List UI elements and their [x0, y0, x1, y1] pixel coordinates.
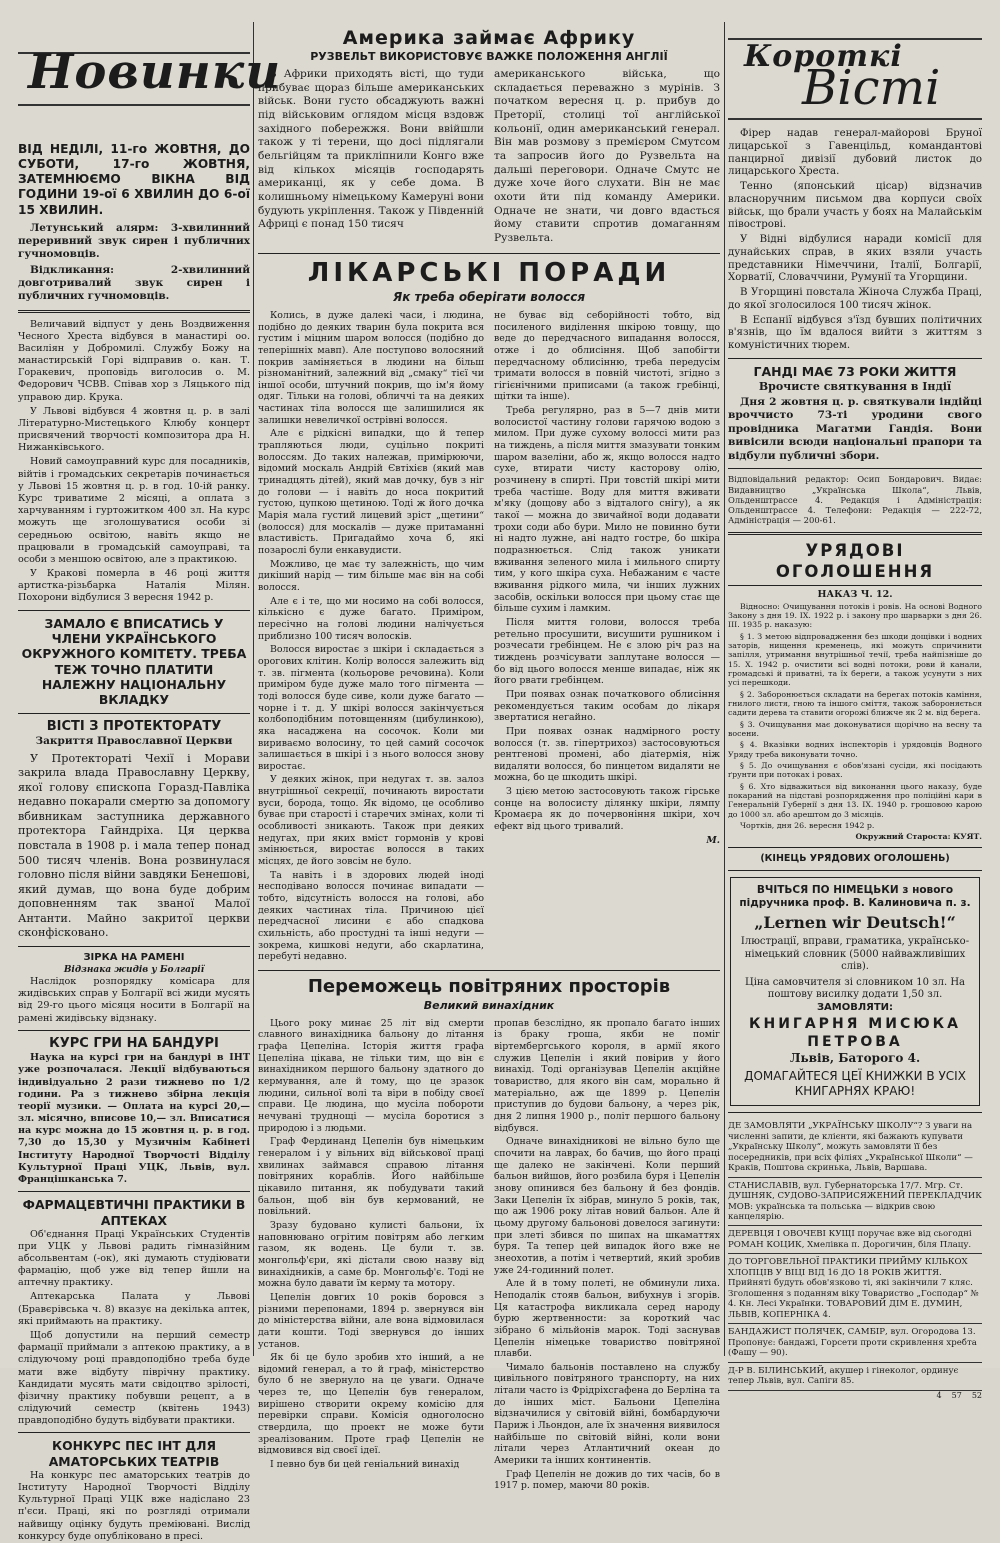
pharmacy-text: Об'єднання Праці Українських Студентів при УЦК у Львові радить гімназійним абсольвентам (-ок), які думають студіювати фармацію, щоб уже від тепер йшли на аптечну практику. [18, 1228, 250, 1289]
gov-order-paragraph: § 1. З метою відпровадження без шкоди дощівки і водних заторів, нищення кременець, які можуть спричинити запілля, утримання внутрішньої течії, треба найпізніше до 15. X. 1942 р. очистити всі водні потоки, рови й канали, громадські й приватні, та їх береги, а також усунути з них усі перешкоди. [728, 631, 982, 688]
textbook-ad-intro: ВЧІТЬСЯ ПО НІМЕЦЬКИ з нового підручника проф. В. Калиновича п. з. [739, 883, 971, 909]
gov-order [728, 602, 982, 842]
news-paragraph: У Львові відбувся 4 жовтня ц. р. в залі Літературно-Мистецького Клюбу концерт присвячений творчості композитора дра Н. Нижанківського. [18, 405, 250, 454]
medical-paragraph: З цією метою застосовують також гірське сонце на волосисту ділянку шкіри, лямпу Кромаєра як до почервоніння шкіри, хоч ефект від цього тривалий. [494, 786, 720, 833]
medical-paragraph: При появах ознак надмірного росту волосся (т. зв. гіпертрихоз) застосовуються рентгенові промені, або діатермія, ніж видаляти волосся, бо пинцетом видаляти не можна, бо це шкодить шкірі. [494, 725, 720, 784]
alarm-end-notice: Відкликання: 2-хвилинний довготривалий звук сирен і публичних гучномовців. [18, 263, 250, 303]
airship-paragraph: Граф Фердинанд Цепелін був німецьким генералом і у вільних від військової праці хвилинах займався справою літання повітряних кораблів. Його найбільше цікавило питання, як побудувати такий бальон, щоб він був кермований, не повільний. [258, 1136, 484, 1218]
medical-paragraph: Можливо, це має ту залежність, що чим дикіший нарід — тим більше має він на собі волосся. [258, 558, 484, 593]
gandhi-subheadline: Врочисте святкування в Індії [758, 379, 952, 393]
africa-headline: Америка займає Африку [342, 27, 636, 49]
divider [18, 1432, 250, 1433]
classified-ad: ДО ТОРГОВЕЛЬНОЇ ПРАКТИКИ ПРИЙМУ КІЛЬКОХ ХЛОПЦІВ У ВІЦІ ВІД 16 ДО 18 РОКІВ ЖИТТЯ. Прийняті будуть обов'язково ті, які закінчили 7 кляс. Зголошення з поданням віку Товариство „Господар“ № 4. Кн. Лесі Українки. ТОВАРОВИЙ ДІМ Е. ДУМИН, ЛЬВІВ, КОПЕРНІКА 4. [728, 1254, 982, 1324]
textbook-ad [730, 877, 980, 1106]
divider [728, 532, 982, 535]
gov-order-paragraph: § 3. Очищування має доконуватися щорічно на весну та восени. [728, 719, 982, 739]
airship-paragraph: Граф Цепелін не дожив до тих часів, бо в 1917 р. помер, маючи 80 років. [494, 1468, 720, 1492]
right-column [728, 0, 982, 1400]
gov-order-signature: Окружний Староста: КУЯТ. [855, 832, 982, 842]
pharmacy-text: Щоб допустили на перший семестр фармації приймали з аптекою практику, а в слідуючому році правдоподібно треба буде мати вже відбуту піврічну практику. Кандидати мусять мати свідоцтво зрілості, фізичну практику побувши рецепт, а в слідуючий семестр (квітень 1943) правдоподібно будуть відбувати практики. [18, 1330, 250, 1427]
bandura-text: Наука на курсі гри на бандурі в ІНТ уже розпочалася. Лекції відбуваються індивідуально 2 рази тижнево по 1/2 години. Ра з тижнево збірна лекція теорії музики. — Оплата на курсі 20,— зл. місячно, вписове 10,— зл. Вписатися на курс можна до 15 жовтня ц. р. в год. 7,30 до 15,30 у Музичнім Кабінеті Інституту Народної Творчості Відділу Культурної Праці УЦК, Львів, вул. Францішканська 7. [18, 1052, 250, 1185]
gandhi-text: Дня 2 жовтня ц. р. святкували індійці вроччисто 73-ті уродини свого провідника Магатми Гандія. Вони вивісили всюди національні прапори та відбули публичні збори. [728, 395, 982, 462]
divider [728, 585, 982, 586]
medical-paragraph: При появах ознак початкового облисіння рекомендується таким особам до лікаря звертатися негайно. [494, 688, 720, 724]
gandhi-headline: ГАНДІ МАЄ 73 РОКИ ЖИТТЯ [753, 363, 957, 379]
africa-article [258, 68, 720, 248]
star-headline: ЗІРКА НА РАМЕНІ [83, 951, 185, 963]
left-column [18, 0, 282, 1542]
classified-ad: БАНДАЖИСТ ПОЛЯЧЕК, САМБІР, вул. Огородова 13. Пропонує: бандажі, Горсети проти скривлення хребта (Фашу — 90). [728, 1324, 982, 1362]
contest-text: На конкурс пес аматорських театрів до Інституту Народної Творчості Відділу Культурної Праці УЦК вже надіслано 23 п'єси. Праці, які по розгляді отримали найвищу оцінку будуть преміювані. Вислід конкурсу буде опубліковано в пресі. [18, 1469, 250, 1542]
ad-number: 57 [951, 1390, 962, 1400]
airship-paragraph: І певно був би цей геніальний винахід [270, 1459, 460, 1471]
airship-article [258, 1018, 720, 1494]
divider [258, 253, 720, 254]
medical-paragraph: не буває від себорійності тобто, від посиленого виділення шкірою товщу, що веде до передчасного випадання волосся, отже і до облисіння. Щоб запобігти передчасному облисінню, треба передусім тримати волосся в повній чистоті, згідно з гігієнічними приписами (а також гребінці, щітки та інше). [494, 309, 720, 403]
gov-order-number: НАКАЗ Ч. 12. [817, 589, 893, 601]
divider [728, 1112, 982, 1113]
medical-headline: ЛІКАРСЬКІ ПОРАДИ [307, 257, 671, 288]
short-news-item: В Угорщині повстала Жіноча Служба Праці, до якої зголосилося 100 тисяч жінок. [728, 287, 982, 311]
textbook-ad-order: ЗАМОВЛЯТИ: [816, 1001, 894, 1013]
article-signature: М. [706, 834, 720, 846]
classified-ad: СТАНИСЛАВІВ, вул. Губернаторська 17/7. Мгр. Ст. ДУШНЯК, СУДОВО-ЗАПРИСЯЖЕНИЙ ПЕРЕКЛАДЧИК МОВ: українська та польська — відкрив свою канцелярію. [728, 1178, 982, 1227]
column-rule-right [724, 22, 725, 1356]
airship-paragraph: Цього року минає 25 літ від смерти славного винахідника бальону до літання графа Цепеліна. Історія життя графа Цепеліна цікава, не тільки тим, що він є винахідником першого бальону здатного до кермування, але й тому, що це зразок людини, сильної волі та віри в побіду своєї справи. Це людина, що мусіла побороти нечувані труднощі — мусіла боротися з природою і з людьми. [258, 1017, 484, 1134]
pharmacy-headline: ФАРМАЦЕВТИЧНІ ПРАКТИКИ В АПТЕКАХ [22, 1197, 246, 1228]
masthead-title-top: Короткі [744, 39, 903, 74]
medical-paragraph: Але є рідкісні випадки, що й тепер трапляються люди, суцільно покриті волоссям. До таких належав, примірюючи, відомий москаль Андрій Євтіхієв (який мав тринадцять дітей), який мав дочку, був з ніг до голови — і навіть до носа покритий густою, цупкою щетиною. Тоді ж його дочка Марія мала густий лицевий зріст „щетини“ (волосся) для москалів — дуже притаманні властивість. Пригадаймо хоча б, які позарослі були енкавудисти. [258, 428, 484, 556]
airship-paragraph: пропав безслідно, як пропало багато інших із браку гроша, якби не поміг віртембергського короля, в армії якого служив Цепелін і який повірив у його винахід. Тоді організував Цепелін акційне товариство, для якого він сам, морально й матеріально, аж ще 1899 р. Цепелін приступив до будови бальону, а через рік, дня 2 липня 1900 р., політ першого бальону відбувся. [494, 1017, 720, 1134]
protectorate-subheadline: Закриття Православної Церкви [35, 735, 233, 748]
airship-headline: Переможець повітряних просторів [307, 975, 671, 997]
medical-paragraph: Волосся виростає з шкіри і складається з орогових клітин. Колір волосся залежить від т. зв. пігмента (кольорове речовина). Коли приміром буде дуже мало того пігмента — тоді волосся буде сиве, коли дуже багато — чорне і т. д. У шкірі волосся закінчується колбоподібним потовщенням (цибулинкою), яка насаджена на сосочок. Коли ми вириваємо волосину, то цей самий сосочок залишається в шкірі і з нього волосся знову виростає. [258, 644, 484, 772]
bookstore-name: КНИГАРНЯ МИСЮКА ПЕТРОВА [749, 1016, 961, 1050]
airship-paragraph: Але й в тому полеті, не обминули лиха. Неподалік стояв бальон, вибухнув і згорів. Ця катастрофа викликала серед народу бурю жертвенности: за короткий час зібрано 6 мільйонів марок. Тоді заснував Цепелін німецьке товариство повітряної плавби. [494, 1278, 720, 1360]
ad-numbers [728, 1391, 982, 1401]
divider [18, 1030, 250, 1031]
airship-paragraph: Як бі це було зробив хто інший, а не відомий генерал, а то й граф, міністерство було б не звернуло на це уваги. Одначе через те, що Цепелін був генералом, вирішено створити окрему комісію для перевірки справи. Комісія одноголосно ствердила, що проект не може бути зреалізованим. Проте граф Цепелін не відмовився від своєї ідеї. [258, 1352, 484, 1457]
center-column [258, 0, 720, 1492]
medical-paragraph: Але є і те, що ми носимо на собі волосся, кількісно є дуже багато. Приміром, пересічно на голові людини налічується приблизно 100 тисяч волосків. [258, 595, 484, 642]
medical-paragraph: У деяких жінок, при недугах т. зв. залоз внутрішньої секреції, починають виростати вуси, борода, тощо. Як відомо, це особливо буває при старості і старечих змінах, коли ті особливості зникають. Також при деяких недугах, при яких вміст гормонів у крові змінюється, виростає волосся в таких місцях, де його зовсім не було. [258, 774, 484, 868]
gov-order-paragraph: § 5. До очищування є обов'язані сусіди, які посідають ґрунти при потоках і ровах. [728, 761, 982, 780]
africa-subheadline: РУЗВЕЛЬТ ВИКОРИСТОВУЄ ВАЖКЕ ПОЛОЖЕННЯ АНГЛІЇ [310, 50, 668, 64]
gov-order-paragraph: § 6. Хто відважиться від виконання цього наказу, буде покараний на підставі розпорядження про поліційні кари в Генеральній Губернії з дня 13. IX. 1940 р. грошовою карою до 1000 зл. або арештом до 3 місяців. [728, 781, 982, 819]
africa-text-right: американського війська, що складається переважно з мурінів. З початком вересня ц. р. прибув до Преторії, столиці тої англійської кольонії, один американський генерал. Він мав розмову з премієром Смутсом та запросив його до Рузвельта на дальші переговори. Одначе Смутс не дуже хоче його слухати. Він не має охоти йти під команду Америки. Одначе не знати, чи довго вдасться йому ставити спротив домаганням Рузвельта. [494, 68, 720, 244]
divider [728, 358, 982, 359]
masthead-title-bottom: Вісті [802, 60, 941, 116]
divider [728, 847, 982, 848]
airship-paragraph: Зразу будовано кулисті бальони, їх наповнювано огрітим повітрям або легким газом, як водень. Це були т. зв. монгольф'єри, які дістали свою назву від винахідників, а саме бр. Монгольф'є. Тоді не можна було давати їм керму та мотору. [258, 1219, 484, 1290]
africa-text-left: З Африки приходять вісті, що туди прибуває щораз більше американських військ. Вони густо обсаджують важні під військовим оглядом місця вздовж західного побережжя. Вони ввійшли також у ті терени, що досі підлягали бельгійцям та прикліпнили Конго вже від кількох місяців господарять американці, як у себе дома. В колишньому німецькому Камеруні вони будують укріплення. Також у Південній Африці є понад 150 тисяч [258, 68, 484, 231]
novynky-masthead [18, 0, 282, 122]
medical-paragraph: Треба регулярно, раз в 5—7 днів мити волосистої частину голови гарячою водою з милом. При дуже сухому волоссі мити раз на тиждень, а після миття змазувати тонким шаром вазеліни, або ж, якщо волосся надто сухе, втирати чисту касторову олію, розчинену в спирті. При товстій шкірі мити треба частіше. Воду для миття вживати м'яку (дощову або з відталого снігу), а як такої — можна до звичайної води додавати трохи соди або бури. Мило не повинно бути ні надто лужне, ані надто гостре, бо шкіра подразнюється. Слід також уникати вживання зеленого мила і мильного спирту тим, у кого шкіра суха. Небажаним є часте вживання рідкого мила, чи інших лужних засобів, оскільки волосся при цьому стає ще більше сухим і ламким. [494, 405, 720, 615]
star-text: Наслідок розпорядку комісара для жидівських справ у Болгарії всі жиди мусять від 29-го цього місяця носити в Болгарії на рамені жидівську відзнаку. [18, 976, 250, 1024]
medical-paragraph: Після миття голови, волосся треба ретельно просушити, висушити рушником і розчесати гребінцем. Не є злою річ раз на тиждень розчісувати заплутане волосся — бо від цього волосся менше випадає, ніж як його рвати гребінцем. [494, 616, 720, 687]
committee-headline: ЗАМАЛО Є ВПИСАТИСЬ У ЧЛЕНИ УКРАЇНСЬКОГО ОКРУЖНОГО КОМІТЕТУ. ТРЕБА ТЕЖ ТОЧНО ПЛАТИТИ НАЛЕЖНУ НАЦІОНАЛЬНУ ВКЛАДКУ [21, 615, 247, 708]
short-news-item: У Відні відбулися наради комісії для дунайських справ, в яких взяли участь представники Німеччини, Італії, Болгарії, Хорватії, Словаччини, Румунії та Угорщини. [728, 234, 982, 284]
medical-subheadline: Як треба оберігати волосся [392, 289, 586, 304]
divider [18, 1191, 250, 1192]
masthead-title: Новинки [28, 44, 282, 100]
news-paragraph: Новий самоуправний курс для посадників, війтів і громадських секретарів починається у Львові 15 жовтня ц. р. в год. 10-ій ранку. Курс триватиме 2 місяці, а оплата з харчуванням і гуртожитком 400 зл. На курс можуть ще зголошуватися особи зі середньою освітою, навіть якщо не працювали в громадській самоуправі, та особи з меншою освітою, але з практикою. [18, 456, 250, 565]
imprint: Відповідальний редактор: Осип Бондарович. Видає: Видавництво „Українська Школа“, Львів, Ольденштрассе 4. Редакція і Адміністрація: Ольденштрассе 4. Телефони: Редакція — 222-72, Адміністрація — 200-61. [728, 474, 982, 526]
ad-number: 4 [936, 1390, 942, 1400]
airship-paragraph: Чимало бальонів поставлено на службу цивільного повітряного транспорту, на них літали часто із Фрідріхсгафена до Берліна та до інших міст. Бальони Цепеліна відзначилися у світовій війні, бомбардуючи Париж і Льондон, але їх значення виявилося найбільше по світовій війні, коли вони літали через Атлантичний океан до Америки та інших континентів. [494, 1361, 720, 1467]
divider [18, 713, 250, 714]
contest-headline: КОНКУРС ПЕС ІНТ ДЛЯ АМАТОРСЬКИХ ТЕАТРІВ [48, 1438, 220, 1470]
protectorate-headline: ВІСТІ З ПРОТЕКТОРАТУ [46, 718, 222, 734]
news-paragraph: У Кракові померла в 46 році життя артистка-різьбарка Наталія Мілян. Похорони відбулися 3 вересня 1942 р. [18, 568, 250, 604]
blackout-notice: ВІД НЕДІЛІ, 11-го ЖОВТНЯ, ДО СУБОТИ, 17-го ЖОВТНЯ, ЗАТЕМНЮЄМО ВІКНА ВІД ГОДИНИ 19-ої 6 ХВИЛИН ДО 6-ої 15 ХВИЛИН. [18, 142, 250, 217]
news-paragraph: Величавий відпуст у день Воздвиження Чесного Хреста відбувся в манастирі оо. Василіян у Добромилі. Службу Божу на манастирській Горі відправив о. кан. Т. Горакевич, проповідь виголосив о. М. Федорович ЧСВВ. Співав хор з Ляцького під управою дир. Крука. [18, 318, 250, 403]
divider [258, 970, 720, 971]
textbook-ad-description: Ілюстрації, вправи, граматика, українсько-німецький словник (5000 найважливіших слів). [740, 936, 970, 973]
airship-paragraph: Цепелін довгих 10 років боровся з різними перепонами, 1894 р. звернувся він до міністерства війни, але вона відмовилася дати кошти. Тоді звернувся до інших установ. [258, 1291, 484, 1350]
airship-paragraph: Одначе винахідникові не вільно було ще спочити на лаврах, бо бачив, що його праці ще далеко не закінчені. Коли перший бальон вийшов, його розбила буря і Цепелін знову опинився без бальону й без фондів. Заки Цепелін їх зібрав, минуло 5 років, так, що аж 1906 року літав новий бальон. Але й цьому другому бальонові довелося загинути: при злеті збився по шипах на шкаматтях буря. Та тепер цей випадок його вже не знеохотив, а потім і четвертий, який зробив уже 24-годинний полет. [494, 1136, 720, 1276]
star-subheadline: Відзнака жидів у Болгарії [63, 964, 205, 975]
classified-ad: ДЕРЕВЦЯ І ОВОЧЕВІ КУЩІ поручає вже від сьогодні РОМАН КОЦИК, Хмелівка п. Дорогичин, біля Плацу. [728, 1226, 982, 1254]
gov-order-paragraph: § 2. Заборонюється складати на берегах потоків каміння, гнилого листя, гною та іншого сміття, також забороняється садити дерева та ставити огорожі ближче як 2 м. від берега. [728, 689, 982, 718]
short-news-masthead [728, 0, 982, 128]
classified-ad: Д-Р В. БІЛИНСЬКИЙ, акушер і гінеколог, ординує тепер Львів, вул. Сапіги 85. [728, 1363, 982, 1391]
column-rule-left [253, 22, 254, 1356]
short-news-item: В Еспанії відбувся з'їзд бувших політичних в'язнів, що їм вдалося вийти з життям з комуністичних тюрем. [728, 314, 982, 351]
short-news-list [728, 128, 982, 353]
short-news-item: Тенно (японський цісар) відзначив власноручним письмом два корпуси своїх військ, що брали участь у боях на Малайськім півострові. [728, 181, 982, 231]
textbook-ad-demand: ДОМАГАЙТЕСЯ ЦЕЇ КНИЖКИ В УСІХ КНИГАРНЯХ КРАЮ! [744, 1069, 966, 1099]
textbook-ad-title: „Lernen wir Deutsch!“ [754, 913, 956, 933]
gov-notices-headline: УРЯДОВІ ОГОЛОШЕННЯ [775, 540, 935, 581]
bookstore-address: Львів, Баторого 4. [789, 1051, 921, 1066]
textbook-ad-price: Ціна самовчителя зі словником 10 зл. На поштову висилку додати 1,50 зл. [744, 976, 966, 1001]
divider [728, 468, 982, 469]
classified-ad: ДЕ ЗАМОВЛЯТИ „УКРАЇНСЬКУ ШКОЛУ“? З уваги на численні запити, де клієнти, які бажають купувати „Українську Школу“, можуть замовляти її без посередників, при всіх філіях „Української Школи“ — Краків, Поштова скринька, Львів, Варшава. [728, 1118, 982, 1177]
divider [18, 946, 250, 947]
gov-notices-end: (КІНЕЦЬ УРЯДОВИХ ОГОЛОШЕНЬ) [760, 852, 950, 864]
bandura-headline: КУРС ГРИ НА БАНДУРІ [49, 1035, 219, 1051]
airship-subheadline: Великий винахідник [423, 998, 555, 1012]
divider [18, 610, 250, 611]
pharmacy-text: Аптекарська Палата у Львові (Бравєрівська ч. 8) вказує на декілька аптек, які приймають на практику. [18, 1291, 250, 1327]
medical-paragraph: Та навіть і в здорових людей іноді несподівано волосся починає випадати — тобто, відсутність волосся на голові, або деяких частинах тіла. Причиною цієї передчасної лисини є або спадкова схильність, або простудні та інші недуги — зокрема, кишкові недуги, або скарлатина, перебуті недавно. [258, 869, 484, 963]
divider [728, 870, 982, 871]
protectorate-text: У Протектораті Чехії і Морави закрила влада Православну Церкву, якої голову єпископа Горазд-Павліка недавно покарали смертю за допомогу вбивникам заступника державного протектора Гайндріха. Ця церква повстала в 1908 р. і мала тепер понад 500 тисяч членів. Вона розвинулася головно після війни завдяки Бенешові, який думав, що вона буде добрим доповненням так званої Малої Антанти. Майно закритої церкви сконфісковано. [18, 751, 250, 940]
medical-article [258, 310, 720, 965]
medical-paragraph: Колись, в дуже далекі часи, і людина, подібно до деяких тварин була покрита вся густим і міцним шаром волосся (подібно до теперішніх мавп). Але поступово волосяний покрив заміняється в людини на більш різноманітний, залежний від „смаку“ тієї чи іншої особи, штучний покрив, що ім'я йому одяг. Тільки на голові, обличчі та на деяких частинах тіла волосся ще залишилися як залишки невеличкої острівні волосся. [258, 309, 484, 426]
gov-order-paragraph: § 4. Вказівки водних інспекторів і урядовців Водного Уряду треба виконувати точно. [728, 740, 982, 759]
divider [18, 310, 250, 313]
gov-order-date: Чортків, дня 26. вересня 1942 р. [740, 821, 875, 831]
alarm-notice: Летунський алярм: 3-хвилинний переривний звук сирен і публичних гучномовців. [18, 221, 250, 261]
gov-order-intro: Відносно: Очищування потоків і ровів. На основі Водного Закону з дня 19. IX. 1922 р. і закону про шарварки з дня 26. III. 1935 р. наказую: [728, 601, 982, 630]
ad-number: 52 [971, 1390, 982, 1400]
short-news-item: Фірер надав генерал-майорові Бруної лицарської з Гавенцільд, командантові панцирної дивізії дубовий листок до лицарського Хреста. [728, 128, 982, 178]
